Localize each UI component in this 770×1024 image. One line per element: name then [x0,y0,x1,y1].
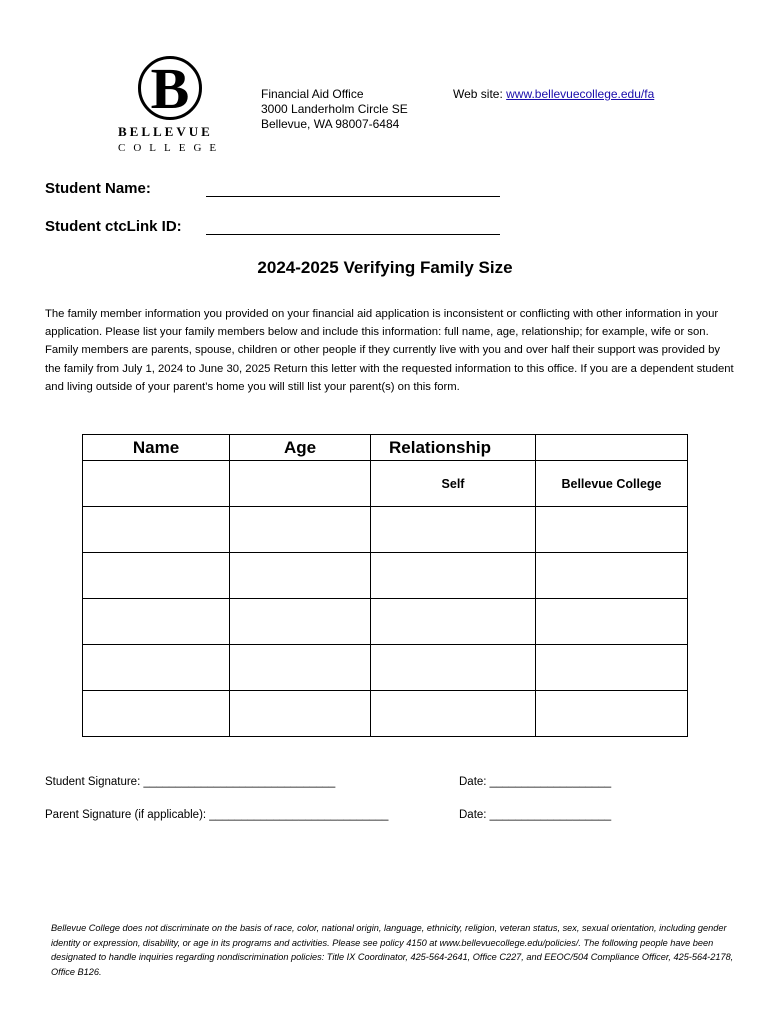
address-line-office: Financial Aid Office [261,87,364,101]
nondiscrimination-notice: Bellevue College does not discriminate on the basis of race, color, national origin, language, ethnicity, religion, veteran status, sex, sexual orientation, including gender identity or expression, disability, or age in its programs and activities. Please see policy 4150 at www.bellevuecollege.edu/policies/. The following people have been designated to handle inquiries regarding nondiscrimination policies: Title IX Coordinator, 425-564-2641, Office C227, and EEOC/504 Compliance Officer, 425-564-2178, Office B126. [51,923,734,977]
relationship-cell[interactable] [371,507,536,553]
table-row [83,599,688,645]
name-cell[interactable] [83,645,230,691]
logo-emblem [138,56,202,120]
logo-wordmark-bellevue: BELLEVUE [118,124,213,139]
relationship-cell[interactable] [371,645,536,691]
website-link[interactable]: www.bellevuecollege.edu/fa [506,87,655,101]
student-date-field[interactable]: Date: ___________________ [459,776,612,788]
office-address [261,87,408,132]
table-row [83,645,688,691]
age-cell[interactable] [230,599,371,645]
age-cell[interactable] [230,461,371,507]
bellevue-college-logo [106,56,236,160]
column-header-blank [536,435,688,461]
logo-wordmark-college: COLLEGE [118,142,225,154]
relationship-cell[interactable] [371,599,536,645]
name-cell[interactable] [83,691,230,737]
student-signature-field[interactable]: Student Signature: ______________________________ [45,776,336,788]
table-row [83,553,688,599]
address-line-street: 3000 Landerholm Circle SE [261,102,408,116]
name-cell[interactable] [83,599,230,645]
table-row [83,461,688,507]
name-cell[interactable] [83,553,230,599]
extra-cell: Bellevue College [536,461,688,507]
age-cell[interactable] [230,507,371,553]
name-cell[interactable] [83,461,230,507]
relationship-cell[interactable] [371,691,536,737]
student-name-field[interactable] [206,182,500,197]
table-row [83,691,688,737]
parent-date-field[interactable]: Date: ___________________ [459,809,612,821]
table-header-row [83,435,688,461]
instructions-paragraph: The family member information you provided on your financial aid application is inconsistent or conflicting with other information in your application. Please list your family members below and include this information: full name, age, relationship; for example, wife or son. Family members are parents, spouse, children or other people if they currently live with you and over half their support was provided by the family from July 1, 2024 to June 30, 2025 Return this letter with the requested information to this office. If you are a dependent student and living outside of your parent’s home you will still list your parent(s) on this form. [45,308,734,393]
logo-letter: B [150,56,190,121]
student-name-label: Student Name: [45,180,151,197]
parent-signature-field[interactable]: Parent Signature (if applicable): ____________________________ [45,809,389,821]
age-cell[interactable] [230,553,371,599]
family-members-table [82,434,688,737]
table-row [83,507,688,553]
age-cell[interactable] [230,691,371,737]
website-label: Web site: [453,87,507,101]
student-id-label: Student ctcLink ID: [45,218,182,235]
website [453,87,654,101]
age-cell[interactable] [230,645,371,691]
relationship-cell: Self [371,461,536,507]
extra-cell[interactable] [536,507,688,553]
address-line-city: Bellevue, WA 98007-6484 [261,117,400,131]
extra-cell[interactable] [536,645,688,691]
column-header-age: Age [230,435,371,461]
column-header-relationship: Relationship [371,435,536,461]
name-cell[interactable] [83,507,230,553]
student-id-field[interactable] [206,220,500,235]
extra-cell[interactable] [536,553,688,599]
form-title: 2024-2025 Verifying Family Size [257,258,513,277]
column-header-name: Name [83,435,230,461]
relationship-cell[interactable] [371,553,536,599]
extra-cell[interactable] [536,691,688,737]
extra-cell[interactable] [536,599,688,645]
